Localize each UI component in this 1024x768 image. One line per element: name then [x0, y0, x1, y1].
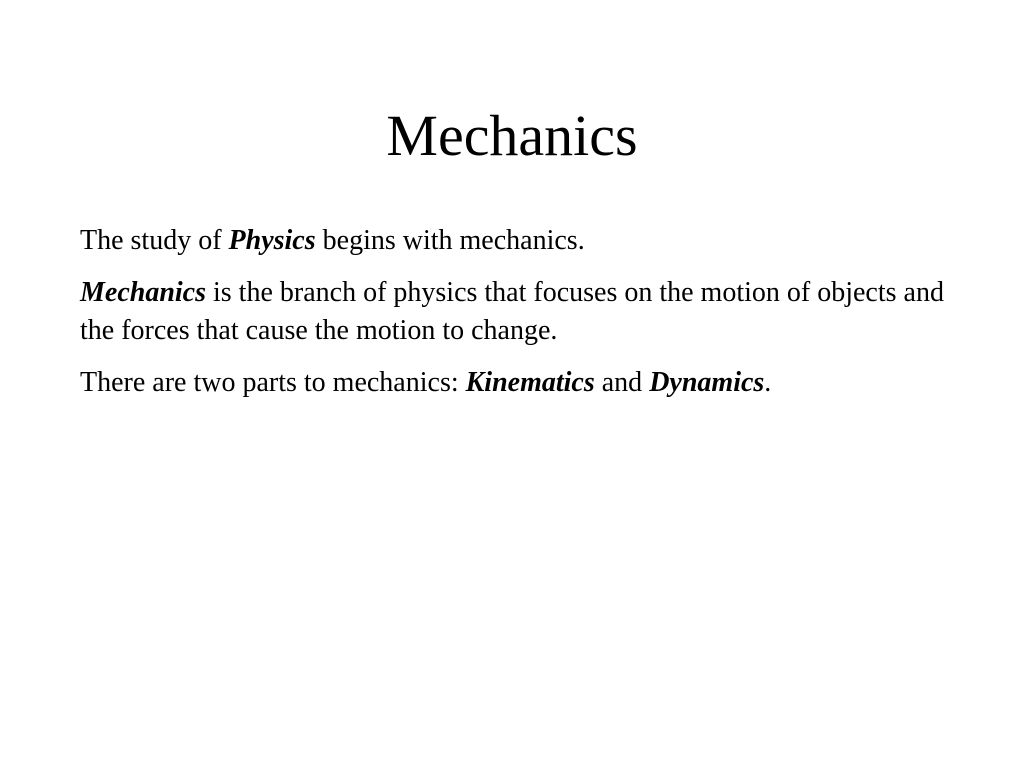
paragraph-physics-intro: [80, 222, 960, 260]
emphasis-physics: Physics: [228, 225, 316, 256]
paragraph-text: The study of: [80, 225, 229, 256]
paragraph-mechanics-parts: [80, 364, 960, 402]
emphasis-mechanics: Mechanics: [80, 277, 206, 308]
paragraph-text: begins with mechanics.: [315, 225, 585, 256]
paragraph-text: .: [764, 367, 772, 398]
paragraph-text: and: [594, 367, 650, 398]
paragraph-text: There are two parts to mechanics:: [80, 367, 466, 398]
slide-body: [80, 222, 960, 416]
paragraph-mechanics-definition: [80, 274, 960, 350]
paragraph-text: is the branch of physics that focuses on the motion of objects and the forces that cause the motion to change.: [80, 277, 944, 346]
emphasis-dynamics: Dynamics: [649, 367, 765, 398]
slide-title: Mechanics: [386, 103, 638, 168]
emphasis-kinematics: Kinematics: [465, 367, 595, 398]
